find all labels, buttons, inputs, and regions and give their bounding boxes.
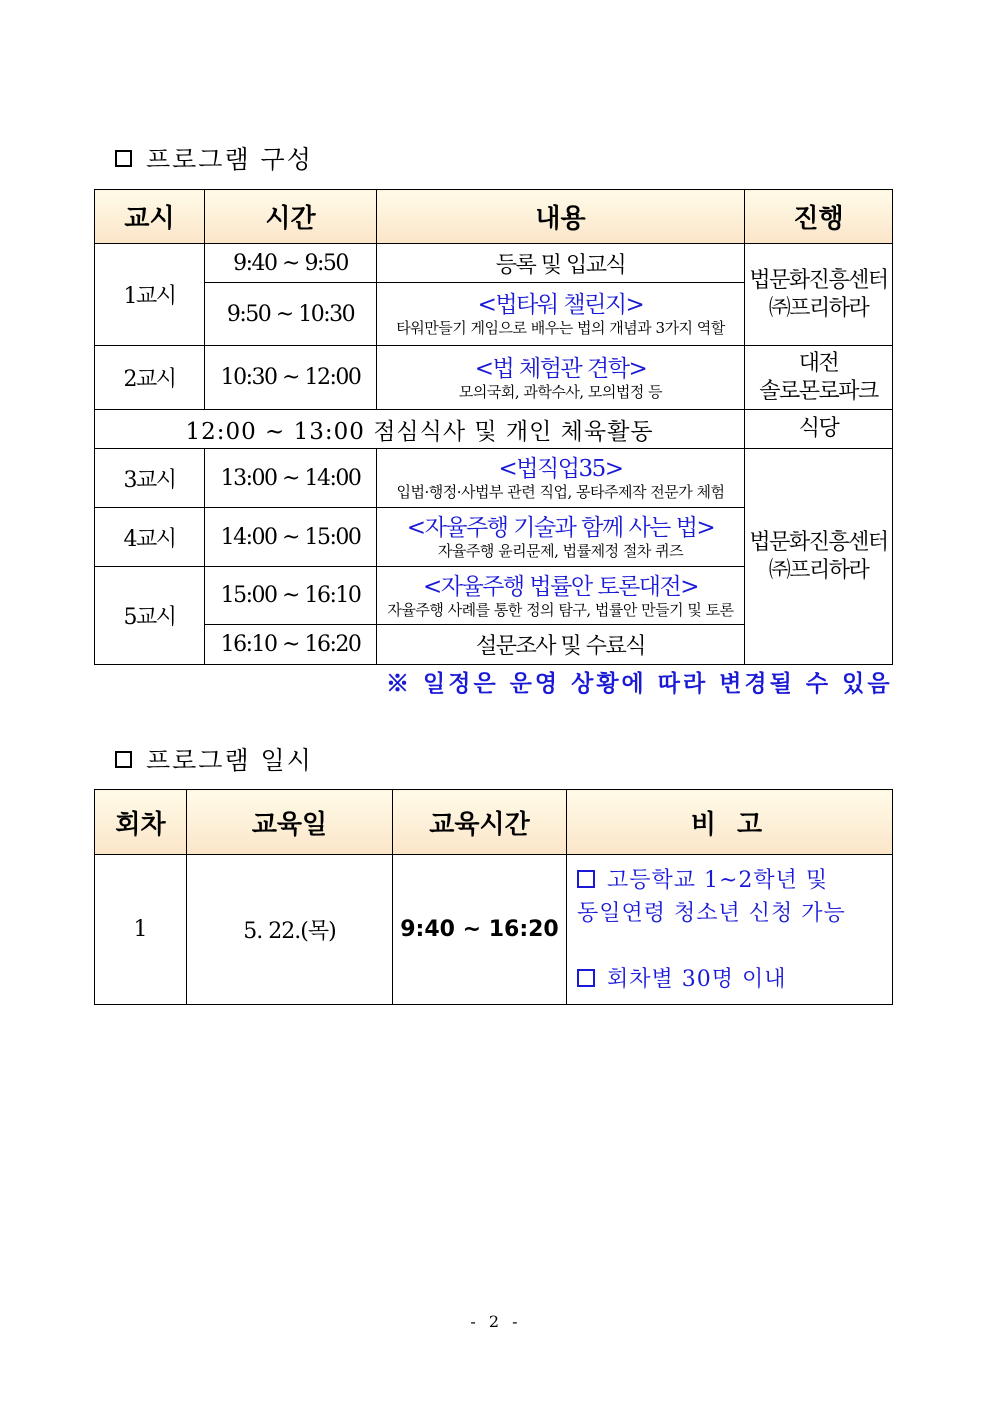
content-cell [377,346,745,410]
program-description: 자율주행 윤리문제, 법률제정 절차 퀴즈 [437,542,684,560]
time-cell: 13:00 ~ 14:00 [205,449,377,508]
program-description: 자율주행 사례를 통한 정의 탐구, 법률안 만들기 및 토론 [387,600,734,619]
time-cell: 9:40 ~ 16:20 [393,855,567,1005]
period-cell: 5교시 [95,567,205,665]
period-cell: 1교시 [95,244,205,346]
content-cell [377,508,745,567]
program-description: 타워만들기 게임으로 배우는 법의 개념과 3가지 역할 [396,319,725,337]
note-capacity: 회차별 30명 이내 [607,966,787,992]
table-header-row [95,190,893,244]
date-table [94,789,893,1005]
organizer-cell [745,244,893,346]
content-cell [377,567,745,625]
section-title-program-composition [115,140,313,176]
page-number: - 2 - [470,1312,522,1331]
organizer-text: 대전 솔로몬로파크 [759,350,878,404]
checkbox-square-icon [115,150,132,167]
content-cell [377,449,745,508]
program-description: 입법·행정·사법부 관련 직업, 몽타주제작 전문가 체험 [396,483,725,501]
note-line [577,963,892,996]
content-cell: 설문조사 및 수료식 [377,625,745,665]
checkbox-square-icon [577,870,595,888]
header-content: 내용 [377,190,745,244]
section-title-program-date [115,741,313,777]
round-cell: 1 [95,855,187,1005]
time-cell: 14:00 ~ 15:00 [205,508,377,567]
header-period: 교시 [95,190,205,244]
header-date: 교육일 [187,790,393,855]
program-title: <법 체험관 견학> [474,355,647,382]
table-header-row [95,790,893,855]
note-line [577,864,892,897]
note-eligibility-2: 동일연령 청소년 신청 가능 [577,900,846,926]
program-description: 모의국회, 과학수사, 모의법정 등 [458,382,663,401]
organizer-text: 법문화진흥센터 ㈜프리하라 [749,529,888,583]
table-row [95,244,893,283]
schedule-change-notice: ※ 일정은 운영 상황에 따라 변경될 수 있음 [386,670,893,697]
date-cell: 5. 22.(목) [187,855,393,1005]
program-title: <자율주행 법률안 토론대전> [422,573,699,600]
period-cell: 2교시 [95,346,205,410]
time-cell: 9:50 ~ 10:30 [205,283,377,346]
program-title: <법타워 챌린지> [477,292,644,318]
table-row [95,855,893,1005]
table-row [95,449,893,508]
header-time: 교육시간 [393,790,567,855]
spacer [577,930,892,963]
organizer-cell [745,346,893,410]
checkbox-square-icon [115,751,132,768]
period-cell: 4교시 [95,508,205,567]
note-eligibility: 고등학교 1~2학년 및 [607,867,829,893]
table-row-lunch [95,410,893,449]
organizer-text: 법문화진흥센터 ㈜프리하라 [749,267,888,321]
note-cell [567,855,893,1005]
section-title-text: 프로그램 일시 [146,746,313,775]
schedule-table [94,189,893,665]
program-title: <자율주행 기술과 함께 사는 법> [406,515,715,541]
time-cell: 15:00 ~ 16:10 [205,567,377,625]
program-title: <법직업35> [498,456,623,482]
header-round: 회차 [95,790,187,855]
checkbox-square-icon [577,969,595,987]
period-cell: 3교시 [95,449,205,508]
time-cell: 16:10 ~ 16:20 [205,625,377,665]
table-row [95,346,893,410]
section-title-text: 프로그램 구성 [146,145,313,174]
content-cell: 등록 및 입교식 [377,244,745,283]
header-note: 비 고 [567,790,893,855]
time-cell: 9:40 ~ 9:50 [205,244,377,283]
time-cell: 10:30 ~ 12:00 [205,346,377,410]
lunch-cell: 12:00 ~ 13:00 점심식사 및 개인 체육활동 [95,410,745,449]
organizer-cell: 식당 [745,410,893,449]
header-time: 시간 [205,190,377,244]
content-cell [377,283,745,346]
header-organizer: 진행 [745,190,893,244]
organizer-cell [745,449,893,665]
